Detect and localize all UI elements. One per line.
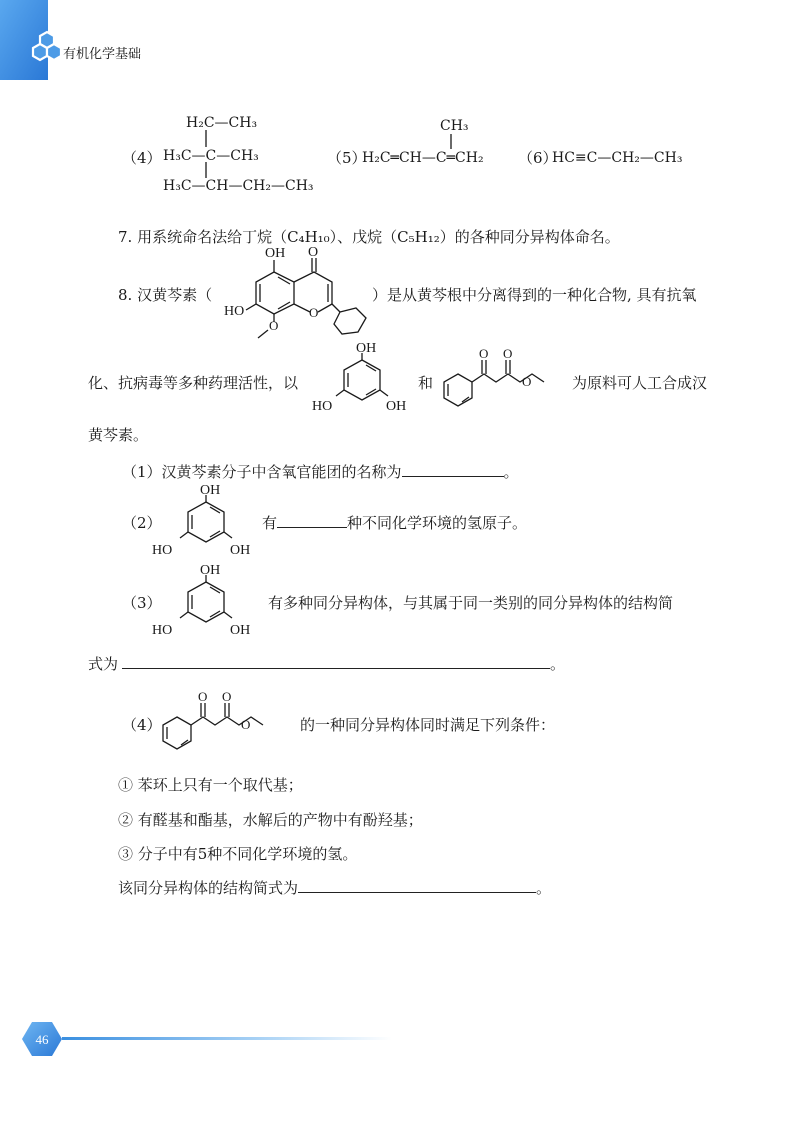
phloroglucinol-structure-c [152,562,260,638]
item4-label: （4） [122,149,162,167]
phloro-a-left-ho: HO [312,399,333,414]
q8-sub2-text-a: 有 [262,514,278,532]
header-title: 有机化学基础 [63,47,142,62]
q8-line3: 黄芩素。 [88,426,149,444]
baicalein-structure [218,242,368,342]
q8-sub1-end: 。 [503,463,519,481]
benzoyl-a-ester-o: O [503,346,513,361]
q8-sub2-label: （2） [122,514,162,532]
phloro-a-top-oh: OH [356,341,377,356]
q8-sub3-text-b: 式为 [88,655,119,673]
q8-intro-b: ）是从黄芩根中分离得到的一种化合物, 具有抗氧 [372,286,697,304]
q8-sub3-line2 [88,654,565,674]
q8-line2-and: 和 [418,374,434,392]
benzoyl-a-ether-o: O [522,374,532,389]
item5-methyl: CH₃ [440,118,469,134]
item4-row2: H₃C—C—CH₃ [163,148,259,164]
phloroglucinol-structure-a [308,340,416,416]
item6-formula: HC≡C—CH₂—CH₃ [552,150,683,166]
q8-sub4-condition-2: ② 有醛基和酯基，水解后的产物中有酚羟基； [118,811,423,829]
q8-sub3-end: 。 [550,655,566,673]
item4-row3: H₃C—CH—CH₂—CH₃ [163,178,314,194]
q8-sub2-line [262,513,527,533]
benzoylacetate-structure-b [157,687,292,757]
benzoylacetate-structure-a [438,344,573,414]
baicalein-ho-label: HO [224,304,245,319]
page-number-badge [22,1020,62,1058]
item4-row1: H₂C—CH₃ [186,115,258,131]
phloro-c-left-ho: HO [152,623,173,638]
q8-line2-b: 为原料可人工合成汉 [572,374,708,392]
item5-formula: H₂C═CH—C═CH₂ [362,150,484,166]
q8-sub1-line [122,462,519,482]
phloro-c-top-oh: OH [200,563,221,578]
q7-text: 7. 用系统命名法给丁烷（C₄H₁₀）、戊烷（C₅H₁₂）的各种同分异构体命名。 [118,228,620,246]
benzoyl-b-ketone-o: O [198,689,208,704]
baicalein-ring-o: O [309,305,319,320]
q8-sub3-text-a: 有多种同分异构体，与其属于同一类别的同分异构体的结构简 [268,594,674,612]
q8-sub4-label: （4） [122,716,162,734]
phloro-b-right-oh: OH [230,543,251,558]
q8-sub4-condition-3: ③ 分子中有5种不同化学环境的氢。 [118,845,358,863]
q8-sub2-answer-blank[interactable] [277,513,347,528]
q8-sub4-end: 。 [536,879,552,897]
q8-sub1-text: （1）汉黄芩素分子中含氧官能团的名称为 [122,463,402,481]
phloro-c-right-oh: OH [230,623,251,638]
phloro-a-right-oh: OH [386,399,407,414]
q8-line2-a: 化、抗病毒等多种药理活性，以 [88,374,299,392]
page-number: 46 [35,1032,49,1047]
q8-sub3-answer-blank[interactable] [122,654,550,669]
baicalein-methoxy-o: O [269,318,279,333]
baicalein-oh-label: OH [265,246,286,261]
q8-sub4-final-text: 该同分异构体的结构简式为 [118,879,299,897]
q8-sub4-answer-blank[interactable] [298,878,536,893]
q8-sub3-label: （3） [122,594,162,612]
footer-rule [62,1037,392,1040]
benzoyl-b-ester-o: O [222,689,232,704]
q8-sub4-condition-1: ① 苯环上只有一个取代基； [118,776,303,794]
item4-vertical-bonds [195,128,225,183]
baicalein-carbonyl-o: O [308,245,319,260]
phloro-b-left-ho: HO [152,543,173,558]
benzoyl-a-ketone-o: O [479,346,489,361]
item5-label: （5） [327,149,367,167]
q8-sub4-final-line [118,878,551,898]
q8-sub4-text-a: 的一种同分异构体同时满足下列条件： [300,716,556,734]
benzoyl-b-ether-o: O [241,717,251,732]
phloroglucinol-structure-b [152,482,260,558]
q8-intro-a: 8. 汉黄芩素（ [118,286,213,304]
q8-sub2-text-b: 种不同化学环境的氢原子。 [347,514,528,532]
phloro-b-top-oh: OH [200,483,221,498]
header-hexagon-logo [0,0,120,80]
item6-label: （6） [518,149,558,167]
q8-sub1-answer-blank[interactable] [402,462,504,477]
